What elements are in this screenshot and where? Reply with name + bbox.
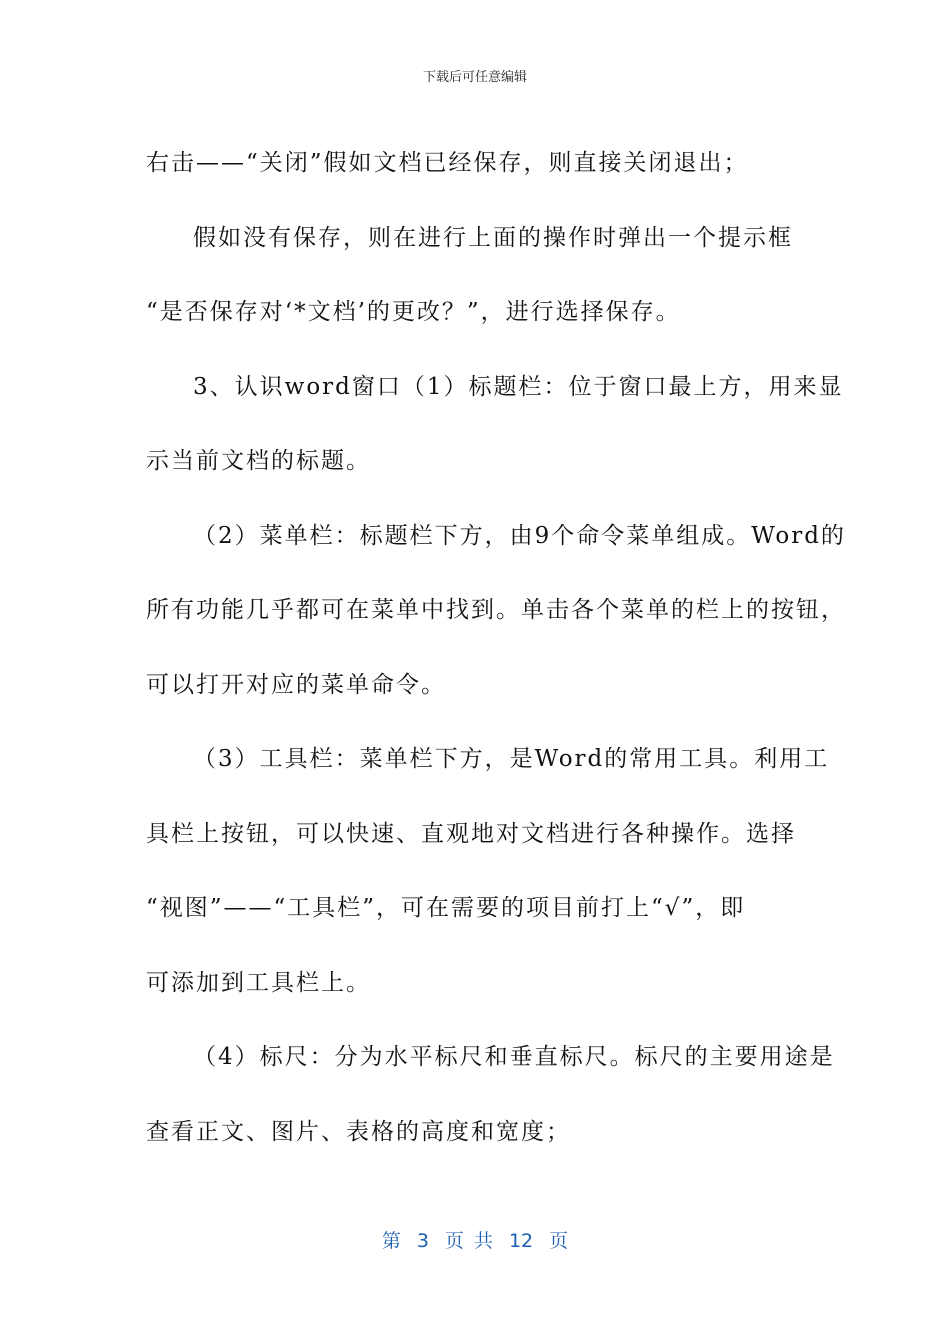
body-line-1: 右击——“关闭”假如文档已经保存，则直接关闭退出； (146, 150, 749, 176)
footer-total-label: 页 共 (444, 1230, 493, 1252)
page-footer (0, 1226, 950, 1253)
page-header: 下载后可任意编辑 (422, 70, 527, 85)
body-line-5: 示当前文档的标题。 (146, 448, 371, 474)
footer-page-label: 第 (381, 1230, 401, 1252)
body-line-12: 可添加到工具栏上。 (146, 969, 371, 996)
body-line-14: 查看正文、图片、表格的高度和宽度； (146, 1118, 571, 1145)
body-line-2: 假如没有保存，则在进行上面的操作时弹出一个提示框 (193, 224, 793, 251)
body-line-7: 所有功能几乎都可在菜单中找到。单击各个菜单的栏上的按钮， (146, 597, 846, 623)
footer-total-pages: 12 (508, 1230, 534, 1252)
body-line-10: 具栏上按钮，可以快速、直观地对文档进行各种操作。选择 (146, 820, 796, 847)
body-line-13: （4）标尺：分为水平标尺和垂直标尺。标尺的主要用途是 (193, 1044, 835, 1070)
document-body (146, 126, 846, 1169)
body-line-11: “视图”——“工具栏”，可在需要的项目前打上“√”，即 (146, 895, 746, 921)
body-line-4: 3、认识word窗口（1）标题栏：位于窗口最上方，用来显 (193, 373, 844, 400)
body-line-9: （3）工具栏：菜单栏下方，是Word的常用工具。利用工 (193, 746, 830, 772)
body-line-8: 可以打开对应的菜单命令。 (146, 671, 446, 698)
body-line-3: “是否保存对‘*文档’的更改？”，进行选择保存。 (146, 299, 681, 325)
footer-page-suffix: 页 (549, 1230, 569, 1252)
footer-page-number: 3 (416, 1230, 429, 1252)
body-line-6: （2）菜单栏：标题栏下方，由9个命令菜单组成。Word的 (193, 522, 846, 549)
